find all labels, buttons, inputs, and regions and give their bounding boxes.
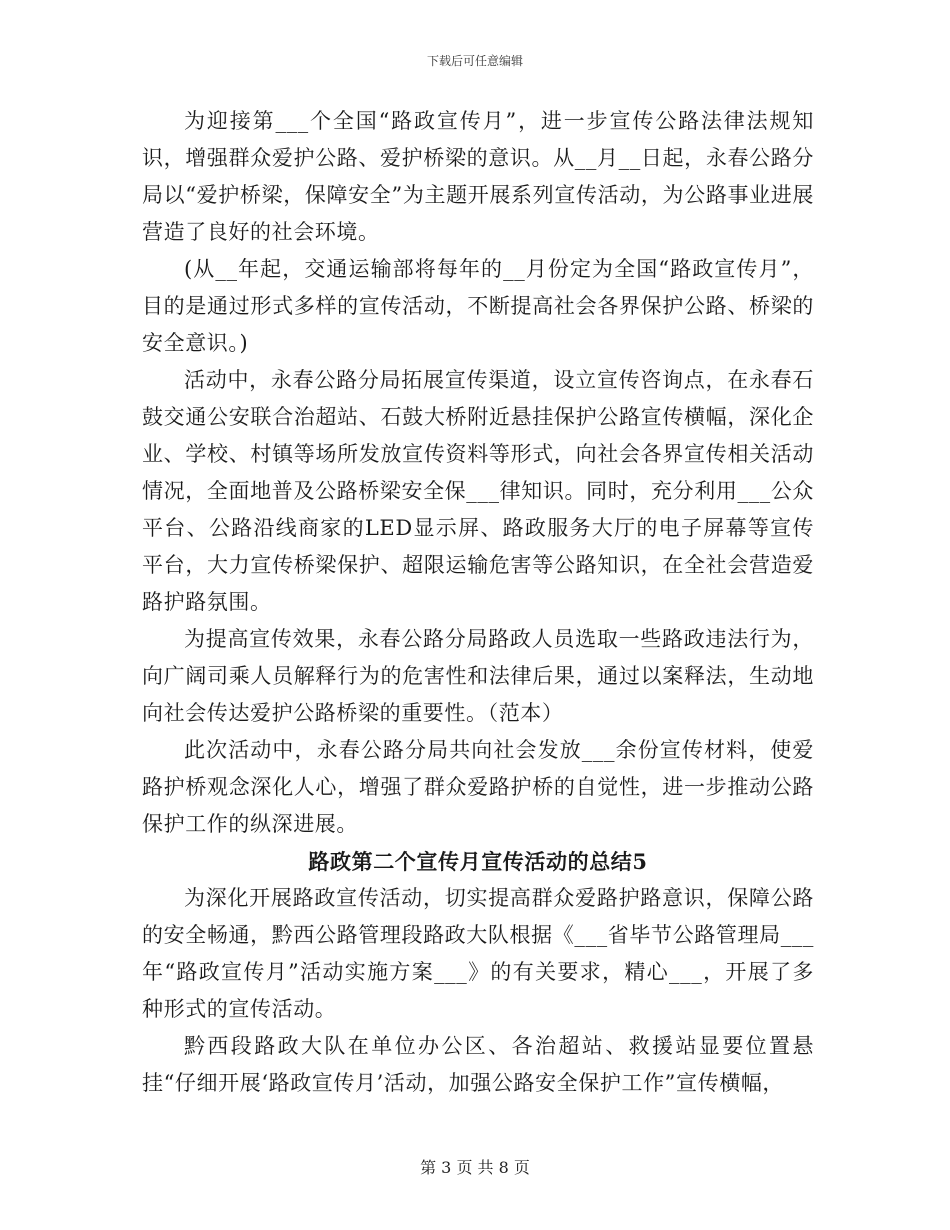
paragraph-2: (从__年起，交通运输部将每年的__月份定为全国“路政宣传月”，目的是通过形式多样的宣传活动，不断提高社会各界保护公路、桥梁的安全意识。)	[142, 257, 814, 355]
paragraph-1: 为迎接第___个全国“路政宣传月”，进一步宣传公路法律法规知识，增强群众爱护公路、爱护桥梁的意识。从__月__日起，永春公路分局以“爱护桥梁，保障安全”为主题开展系列宣传活动，为公路事业进展营造了良好的社会环境。	[142, 109, 814, 244]
page-number: 第 3 页 共 8 页	[420, 1158, 530, 1177]
document-body	[142, 103, 814, 1102]
paragraph-5: 此次活动中，永春公路分局共向社会发放___余份宣传材料，使爱路护桥观念深化人心，增强了群众爱路护桥的自觉性，进一步推动公路保护工作的纵深进展。	[142, 738, 814, 836]
section-title: 路政第二个宣传月宣传活动的总结5	[308, 849, 648, 874]
paragraph-6: 为深化开展路政宣传活动，切实提高群众爱路护路意识，保障公路的安全畅通，黔西公路管理段路政大队根据《___省毕节公路管理局___年“路政宣传月”活动实施方案___》的有关要求，精心___，开展了多种形式的宣传活动。	[142, 886, 814, 1021]
paragraph-3: 活动中，永春公路分局拓展宣传渠道，设立宣传咨询点，在永春石鼓交通公安联合治超站、石鼓大桥附近悬挂保护公路宣传横幅，深化企业、学校、村镇等场所发放宣传资料等形式，向社会各界宣传相关活动情况，全面地普及公路桥梁安全保___律知识。同时，充分利用___公众平台、公路沿线商家的LED显示屏、路政服务大厅的电子屏幕等宣传平台，大力宣传桥梁保护、超限运输危害等公路知识，在全社会营造爱路护路氛围。	[142, 368, 814, 614]
paragraph-4: 为提高宣传效果，永春公路分局路政人员选取一些路政违法行为，向广阔司乘人员解释行为的危害性和法律后果，通过以案释法，生动地向社会传达爱护公路桥梁的重要性。（范本）	[142, 627, 814, 725]
page-header-note: 下载后可任意编辑	[426, 54, 523, 68]
paragraph-7: 黔西段路政大队在单位办公区、各治超站、救援站显要位置悬挂“仔细开展‘路政宣传月’活动，加强公路安全保护工作”宣传横幅，	[142, 1034, 814, 1095]
